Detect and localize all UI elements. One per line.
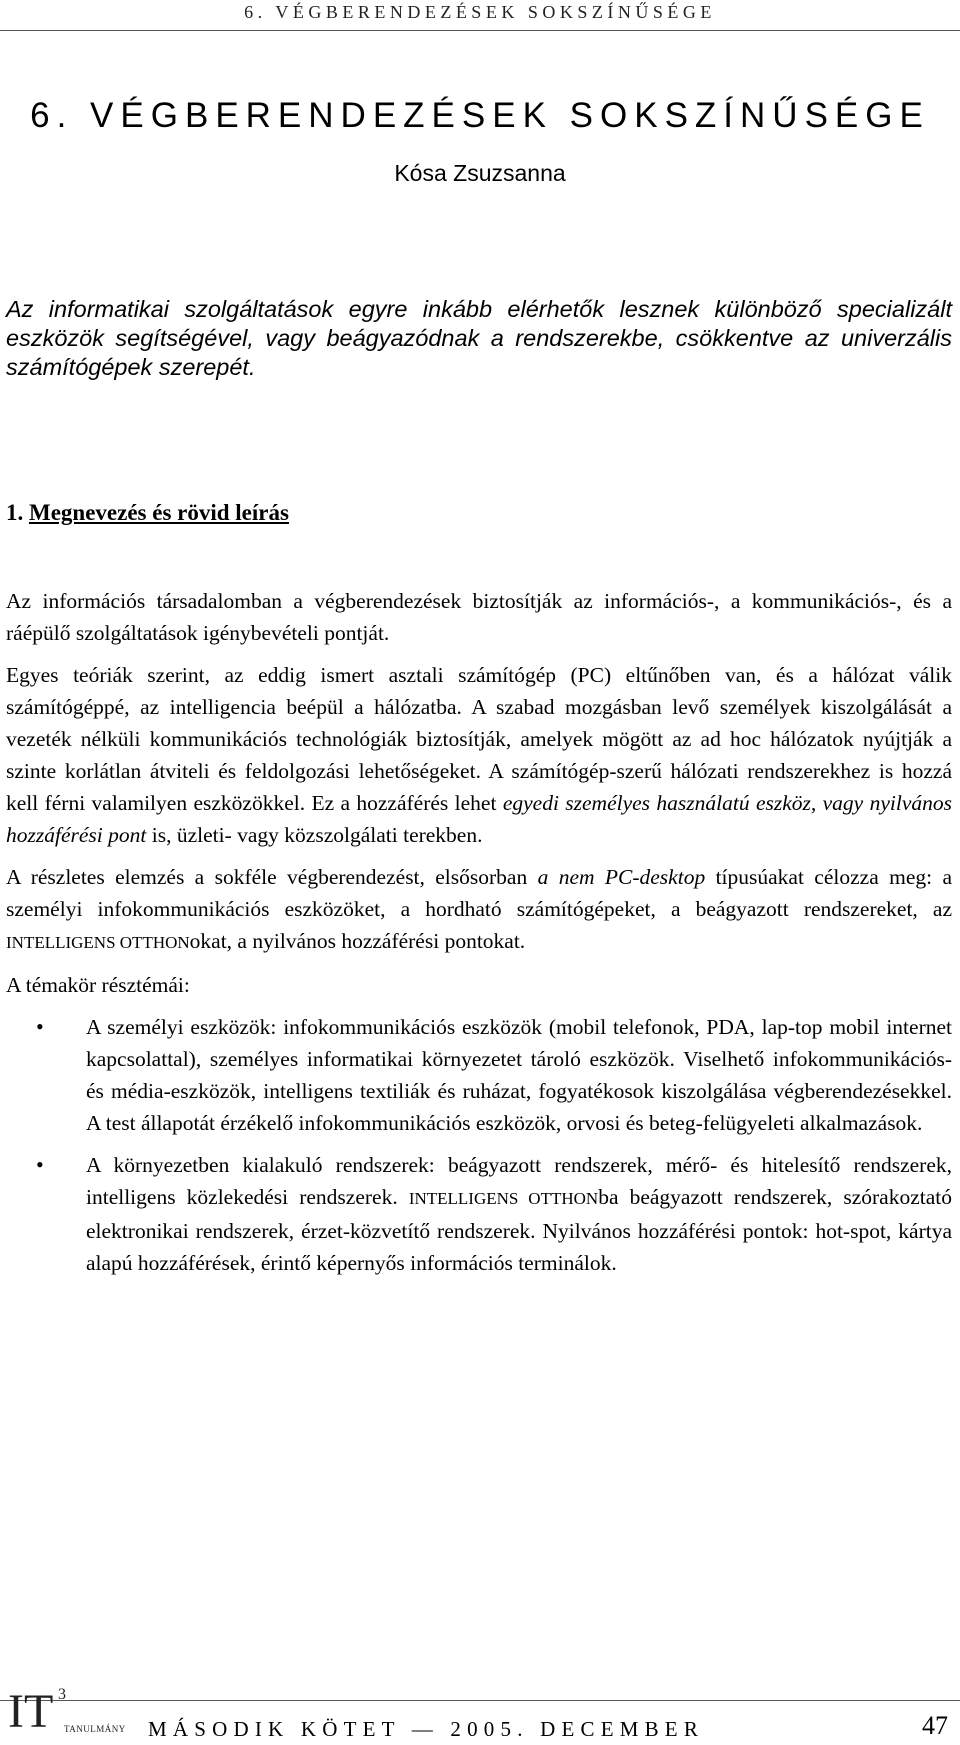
paragraph-3	[6, 861, 952, 959]
list-item-text: A személyi eszközök: infokommunikációs eszközök (mobil telefonok, PDA, lap-top mobil internet kapcsolattal), személyes informatikai környezetet tároló eszközök. Viselhető infokommunikációs- és média-eszközök, intelligens textiliák és ruházat, fogyatékosok kiszolgálása végberendezésekkel. A test állapotát érzékelő infokommunikációs eszközök, orvosi és beteg-felügyeleti alkalmazások.	[86, 1015, 952, 1135]
list-item-small-caps: INTELLIGENS OTTHON	[408, 1189, 599, 1208]
paragraph-2	[6, 659, 952, 851]
chapter-title: 6. VÉGBERENDEZÉSEK SOKSZÍNŰSÉGE	[30, 96, 930, 135]
paragraph-3-text-1: A részletes elemzés a sokféle végberendezést, elsősorban	[6, 865, 538, 889]
list-item-text-2: ba beágyazott rendszerek, szórakoztató elektronikai rendszerek, érzet-közvetítő rendszerek. Nyilvános hozzáférési pontok: hot-spot, kártya alapú hozzáférések, érintő képernyős információs terminálok.	[86, 1185, 952, 1275]
bullet-icon: •	[36, 1014, 44, 1039]
logo-subtitle: TANULMÁNY	[64, 1724, 126, 1734]
paragraph-1: Az információs társadalomban a végberendezések biztosítják az információs-, a kommunikációs-, és a ráépülő szolgáltatások igénybevételi pontját.	[6, 589, 952, 645]
page-number: 47	[922, 1711, 948, 1740]
paragraph-3-text-3: okat, a nyilvános hozzáférési pontokat.	[189, 929, 526, 953]
paragraph-4: A témakör résztémái:	[6, 973, 190, 997]
paragraph-3-text-2: típusúakat célozza meg: a személyi infokommunikációs eszközöket, a hordható számítógépeket, a beágyazott rendszereket, az	[6, 865, 952, 921]
logo-superscript: 3	[58, 1686, 66, 1703]
list-item	[6, 1149, 952, 1279]
paragraph-2-text-1: Egyes teóriák szerint, az eddig ismert asztali számítógép (PC) eltűnőben van, és a hálózat válik számítógéppé, az intelligencia beépül a hálózatba. A szabad mozgásban levő személyek kiszolgálását a vezeték nélküli kommunikációs technológiák biztosítják, amelyek mögött az ad hoc hálózatok nyújtják a szinte korlátlan átviteli és feldolgozási lehetőségeket. A számítógép-szerű hálózati rendszerekhez is hozzá kell férni valamilyen eszközökkel. Ez a hozzáférés lehet	[6, 663, 952, 815]
it3-logo	[8, 1685, 138, 1742]
footer-volume-date: MÁSODIK KÖTET — 2005. DECEMBER	[148, 1717, 705, 1741]
list-item-text-1: A környezetben kialakuló rendszerek: beágyazott rendszerek, mérő- és hitelesítő rendszerek, intelligens közlekedési rendszerek.	[86, 1153, 952, 1209]
section-heading	[6, 500, 289, 526]
list-item	[6, 1011, 952, 1139]
abstract: Az informatikai szolgáltatások egyre inkább elérhetők lesznek különböző specializált eszközök segítségével, vagy beágyazódnak a rendszerekbe, csökkentve az univerzális számítógépek szerepét.	[6, 296, 952, 380]
paragraph-3-emphasis: a nem PC-desktop	[537, 865, 706, 889]
bullet-icon: •	[36, 1152, 44, 1177]
header-rule	[0, 30, 960, 31]
bullet-list	[6, 1011, 952, 1279]
author-name: Kósa Zsuzsanna	[394, 160, 566, 186]
section-title: Megnevezés és rövid leírás	[29, 500, 289, 525]
paragraph-2-emphasis: egyedi személyes használatú eszköz, vagy nyilvános hozzáférési pont	[6, 791, 952, 847]
section-number: 1.	[6, 500, 24, 525]
running-header: 6. VÉGBERENDEZÉSEK SOKSZÍNŰSÉGE	[244, 2, 716, 22]
logo-main-text: IT	[8, 1685, 54, 1738]
paragraph-2-text-2: is, üzleti- vagy közszolgálati terekben.	[146, 823, 483, 847]
paragraph-3-small-caps: INTELLIGENS OTTHON	[6, 933, 190, 952]
footer-rule	[0, 1700, 960, 1701]
body-text	[6, 585, 952, 1289]
